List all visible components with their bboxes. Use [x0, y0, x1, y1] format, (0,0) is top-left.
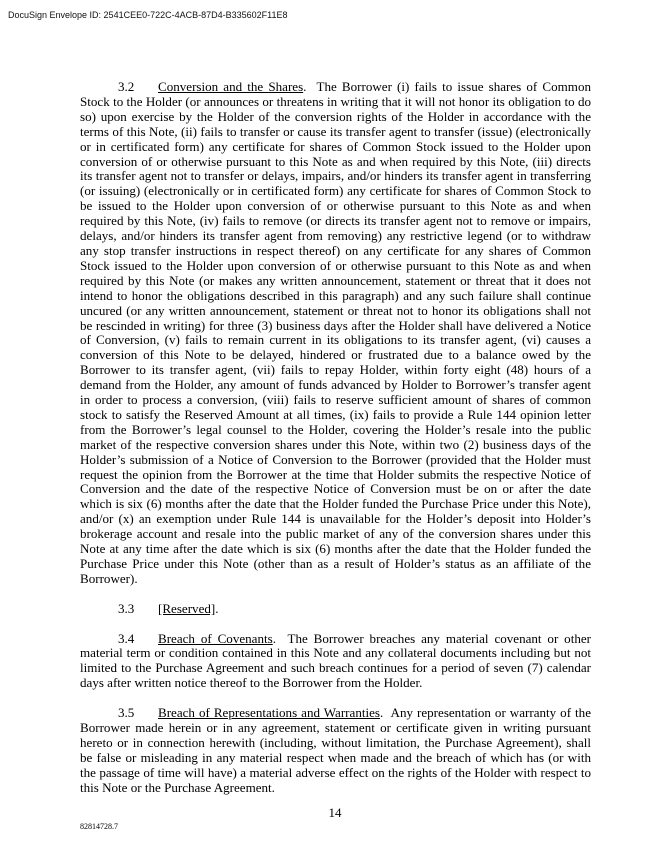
- section-number: 3.2: [118, 79, 135, 94]
- document-body: [80, 80, 591, 810]
- section-body: The Borrower breaches any material covenant or other material term or condition contained in this Note and any collateral documents including but not limited to the Purchase Agreement and such breach continues for a period of seven (7) calendar days after written notice thereof to the Borrower from the Holder.: [80, 630, 591, 691]
- section-number: 3.4: [118, 630, 135, 646]
- section-body: Any representation or warranty of the Borrower made herein or in any agreement, statement or certificate given in writing pursuant hereto or in connection herewith (including, without limitation, the Purchase Agreement), shall be false or misleading in any material respect when made and the breach of which has (or with the passage of time will have) a material adverse effect on the rights of the Holder with respect to this Note or the Purchase Agreement.: [80, 705, 591, 795]
- heading-suffix: .: [379, 705, 384, 721]
- section-3-2: [80, 80, 591, 587]
- heading-suffix: .: [215, 600, 219, 616]
- docusign-envelope-id: DocuSign Envelope ID: 2541CEE0-722C-4ACB-87D4-B335602F11E8: [8, 10, 288, 20]
- section-3-3: [80, 602, 591, 617]
- heading-suffix: .: [272, 630, 276, 646]
- heading-suffix: .: [303, 79, 307, 94]
- section-number: 3.5: [118, 705, 135, 721]
- section-body: The Borrower (i) fails to issue shares of Common Stock to the Holder (or announces or threatens in writing that it will not honor its obligation to do so) upon exercise by the Holder of the conversion rights of the Holder in accordance with the terms of this Note, (ii) fails to transfer or cause its transfer agent to transfer (issue) (electronically or in certificated form) any certificate for shares of Common Stock issued to the Holder upon conversion of or otherwise pursuant to this Note as and when required by this Note, (iii) directs its transfer agent not to transfer or delays, impairs, and/or hinders its transfer agent in transferring (or issuing) (electronically or in certificated form) any certificate for shares of Common Stock to be issued to the Holder upon conversion of or otherwise pursuant to this Note as and when required by this Note, (iv) fails to remove (or directs its transfer agent not to remove or impairs, delays, and/or hinders its transfer agent from removing) any restrictive legend (or to withdraw any stop transfer instructions in respect thereof) on any certificate for any shares of Common Stock issued to the Holder upon conversion of or otherwise pursuant to this Note as and when required by this Note (or makes any written announcement, statement or threat that it does not intend to honor the obligations described in this paragraph) and any such failure shall continue uncured (or any written announcement, statement or threat not to honor its obligations shall not be rescinded in writing) for three (3) business days after the Holder shall have delivered a Notice of Conversion, (v) fails to remain current in its obligations to its transfer agent, (vi) causes a conversion of this Note to be delayed, hindered or frustrated due to a balance owed by the Borrower to its transfer agent, (vii) fails to repay Holder, within forty eight (48) hours of a demand from the Holder, any amount of funds advanced by Holder to Borrower’s transfer agent in order to process a conversion, (viii) fails to reserve sufficient amount of shares of common stock to satisfy the Reserved Amount at all times, (ix) fails to provide a Rule 144 opinion letter from the Borrower’s legal counsel to the Holder, covering the Holder’s resale into the public market of the respective conversion shares under this Note, within two (2) business days of the Holder’s submission of a Notice of Conversion to the Borrower (provided that the Holder must request the opinion from the Borrower at the time that Holder submits the respective Notice of Conversion and the date of the respective Notice of Conversion must be on or after the date which is six (6) months after the date that the Holder funded the Purchase Price under this Note), and/or (x) an exemption under Rule 144 is unavailable for the Holder’s deposit into Holder’s brokerage account and resale into the public market of any of the conversion shares under this Note at any time after the date which is six (6) months after the date that the Holder funded the Purchase Price under this Note (other than as a result of Holder’s status as an affiliate of the Borrower).: [80, 79, 591, 586]
- section-3-4: [80, 632, 591, 692]
- section-number: 3.3: [118, 600, 135, 616]
- section-heading: [Reserved]: [158, 600, 216, 616]
- section-heading: Breach of Representations and Warranties: [158, 705, 380, 721]
- section-heading: Breach of Covenants: [158, 630, 273, 646]
- section-heading: Conversion and the Shares: [158, 79, 304, 94]
- page-number: 14: [328, 805, 342, 820]
- section-3-5: [80, 706, 591, 795]
- document-id: 82814728.7: [80, 822, 118, 831]
